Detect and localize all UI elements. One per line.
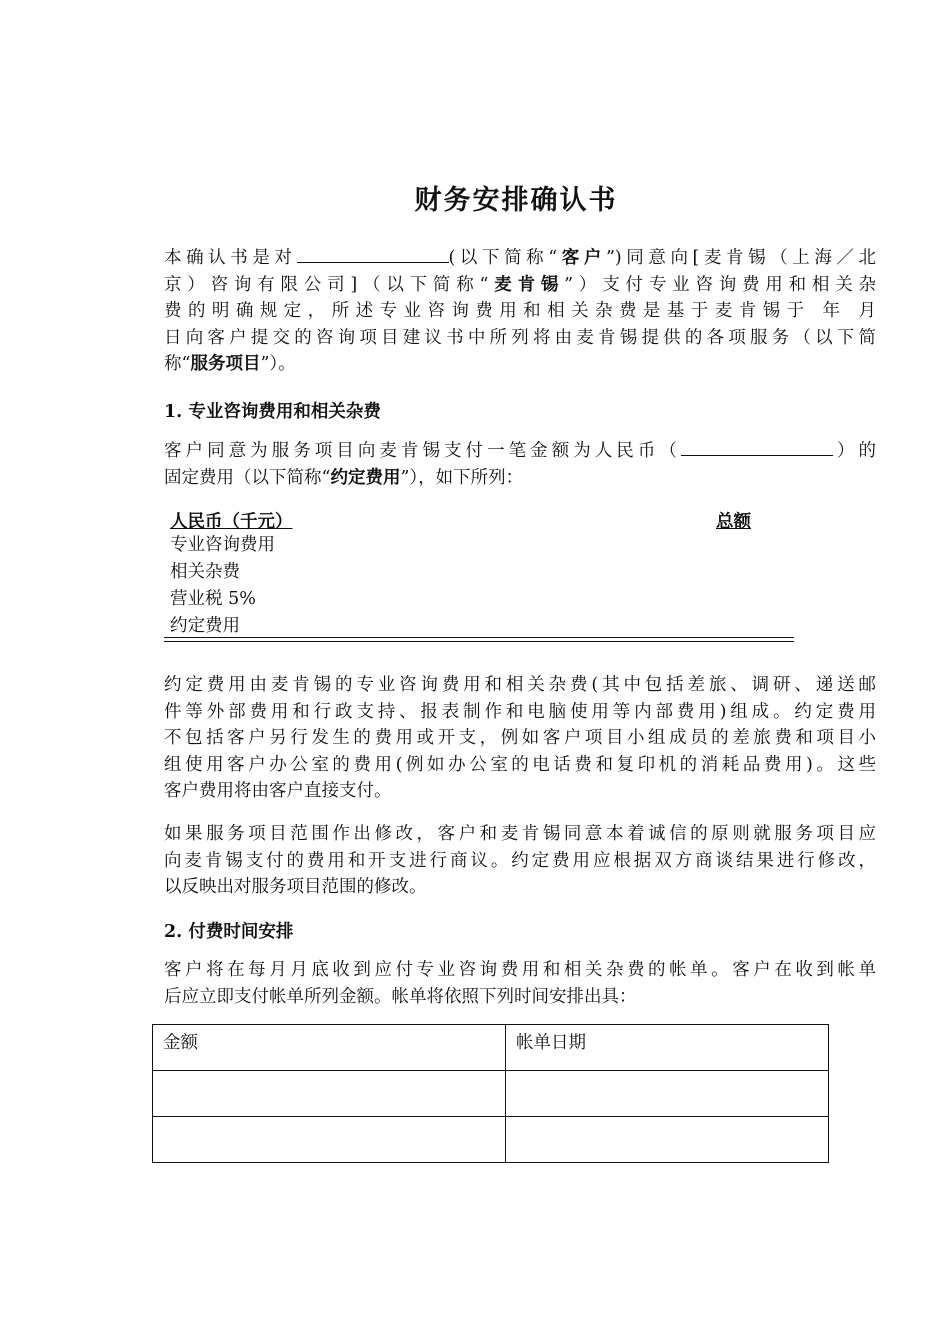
fee-col-currency: 人民币（千元） bbox=[170, 512, 293, 532]
table-row bbox=[153, 1071, 829, 1117]
intro-text: 京）咨询有限公司]（以下简称“ bbox=[164, 274, 489, 295]
fee-text: ）的 bbox=[832, 441, 876, 461]
header-amount: 金额 bbox=[153, 1025, 506, 1071]
term-mckinsey: 麦肯锡 bbox=[488, 274, 565, 295]
section-1-heading: 1. 专业咨询费用和相关杂费 bbox=[164, 402, 381, 422]
body-line: 向麦肯锡支付的费用和开支进行商议。约定费用应根据双方商谈结果进行修改， bbox=[164, 850, 876, 871]
intro-line: 日向客户提交的咨询项目建议书中所列将由麦肯锡提供的各项服务（以下简 bbox=[164, 327, 876, 348]
intro-text: ”）支付专业咨询费用和相关杂 bbox=[564, 274, 877, 295]
body-line: 件等外部费用和行政支持、报表制作和电脑使用等内部费用)组成。约定费用 bbox=[164, 701, 876, 722]
header-bill-date: 帐单日期 bbox=[506, 1025, 829, 1071]
fee-line bbox=[164, 465, 876, 492]
body-line: 客户费用将由客户直接支付。 bbox=[164, 781, 392, 801]
amount-cell[interactable] bbox=[153, 1117, 506, 1163]
bill-date-cell[interactable] bbox=[506, 1117, 829, 1163]
intro-text: 称“ bbox=[164, 354, 191, 374]
amount-cell[interactable] bbox=[153, 1071, 506, 1117]
intro-text: (以下简称“ bbox=[448, 248, 558, 268]
billing-schedule-table bbox=[152, 1024, 829, 1163]
fee-text: 固定费用（以下简称“ bbox=[164, 467, 331, 488]
intro-line: 费的明确规定，所述专业咨询费用和相关杂费是基于麦肯锡于 年 月 bbox=[164, 301, 876, 321]
body-line: 约定费用由麦肯锡的专业咨询费用和相关杂费(其中包括差旅、调研、递送邮 bbox=[164, 675, 876, 695]
body-line: 不包括客户另行发生的费用或开支，例如客户项目小组成员的差旅费和项目小 bbox=[164, 728, 876, 748]
fee-col-total: 总额 bbox=[716, 512, 751, 532]
term-services: 服务项目 bbox=[190, 354, 261, 374]
intro-line bbox=[164, 272, 876, 299]
body-line: 客户将在每月月底收到应付专业咨询费用和相关杂费的帐单。客户在收到帐单 bbox=[164, 960, 876, 980]
fee-line bbox=[164, 437, 876, 465]
intro-text: ”)同意向[麦肯锡（上海／北 bbox=[605, 248, 877, 268]
body-line: 后应立即支付帐单所列金额。帐单将依照下列时间安排出具： bbox=[164, 986, 637, 1007]
fee-text: 客户同意为服务项目向麦肯锡支付一笔金额为人民币（ bbox=[164, 441, 681, 461]
intro-text: ”）。 bbox=[260, 354, 296, 374]
term-agreed-fee: 约定费用 bbox=[330, 467, 401, 488]
fee-paragraph bbox=[164, 437, 876, 491]
fee-text: ”），如下所列： bbox=[400, 467, 524, 488]
section-2-heading: 2. 付费时间安排 bbox=[164, 922, 294, 942]
body-line: 如果服务项目范围作出修改，客户和麦肯锡同意本着诚信的原则就服务项目应 bbox=[164, 824, 876, 844]
body-line: 组使用客户办公室的费用(例如办公室的电话费和复印机的消耗品费用)。这些 bbox=[164, 754, 876, 775]
scope-change-paragraph bbox=[164, 821, 876, 901]
body-line: 以反映出对服务项目范围的修改。 bbox=[164, 877, 427, 897]
amount-blank bbox=[681, 437, 833, 456]
fee-row: 营业税 5% bbox=[170, 589, 256, 609]
fee-table-double-rule bbox=[164, 637, 794, 642]
fee-composition-paragraph bbox=[164, 672, 876, 805]
document-title: 财务安排确认书 bbox=[414, 185, 618, 216]
fee-table-rows bbox=[170, 532, 275, 640]
intro-line bbox=[164, 244, 876, 272]
fee-row: 专业咨询费用 bbox=[170, 535, 275, 555]
fee-row: 相关杂费 bbox=[170, 562, 240, 582]
intro-line bbox=[164, 351, 876, 378]
intro-paragraph bbox=[164, 244, 876, 378]
billing-paragraph bbox=[164, 957, 876, 1010]
table-row bbox=[153, 1117, 829, 1163]
intro-text: 本确认书是对 bbox=[164, 248, 297, 268]
term-client: 客户 bbox=[557, 248, 606, 268]
bill-date-cell[interactable] bbox=[506, 1071, 829, 1117]
table-row bbox=[153, 1025, 829, 1071]
fee-row: 约定费用 bbox=[170, 616, 240, 636]
client-name-blank bbox=[297, 244, 449, 263]
